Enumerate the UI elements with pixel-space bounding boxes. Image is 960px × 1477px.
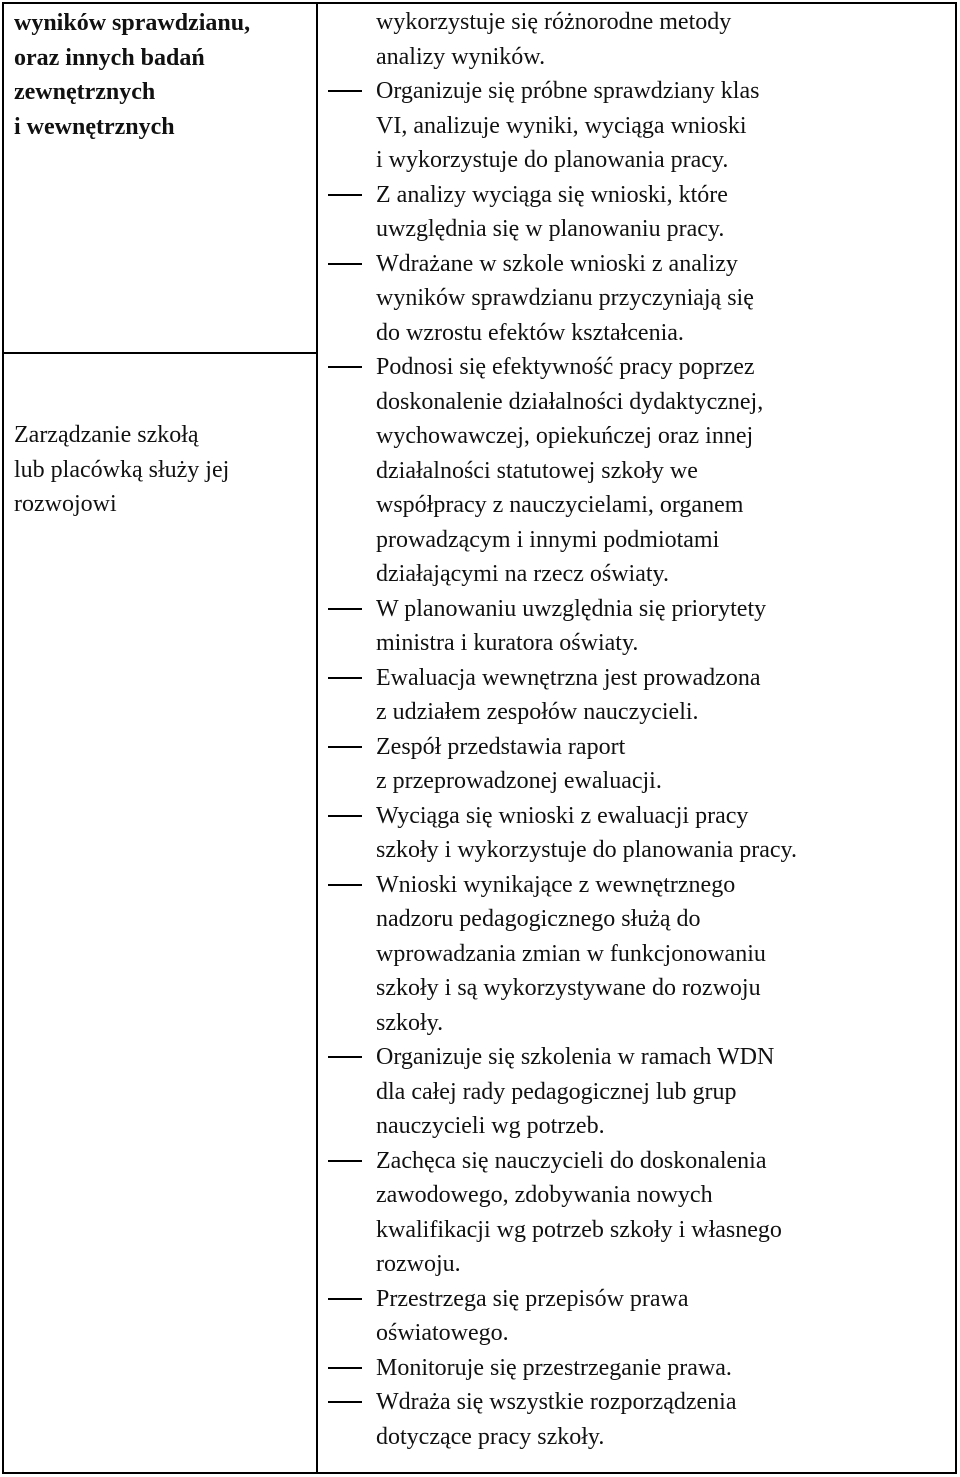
row-divider [2, 352, 318, 354]
bullet-line: wychowawczej, opiekuńczej oraz innej [376, 423, 754, 449]
left-bottom-line: Zarządzanie szkołą [14, 422, 199, 448]
bullet-line: do wzrostu efektów kształcenia. [376, 319, 684, 346]
bullet-line: dotyczące pracy szkoły. [376, 1423, 605, 1450]
bullet-item [318, 868, 948, 1041]
bullet-line: szkoły i są wykorzystywane do rozwoju [376, 975, 761, 1001]
bullet-line: Wyciąga się wnioski z ewaluacji pracy [376, 802, 749, 829]
bullet-item [318, 350, 948, 592]
bullet-line: ministra i kuratora oświaty. [376, 630, 639, 656]
bullet-line: działającymi na rzecz oświaty. [376, 561, 669, 587]
bullet-line: Z analizy wyciąga się wnioski, które [376, 181, 728, 208]
left-top-line: i wewnętrznych [14, 113, 175, 140]
bullet-line: Ewaluacja wewnętrzna jest prowadzona [376, 664, 761, 691]
bullet-line: rozwoju. [376, 1251, 461, 1277]
dash-bullet-icon [328, 884, 362, 886]
dash-bullet-icon [328, 263, 362, 265]
continuation-line: analizy wyników. [376, 43, 546, 70]
bullet-item [318, 178, 948, 247]
bullet-line: prowadzącym i innymi podmiotami [376, 526, 720, 553]
bullet-item [318, 730, 948, 799]
bullet-line: wyników sprawdzianu przyczyniają się [376, 285, 754, 311]
left-top-line: zewnętrznych [14, 79, 156, 105]
dash-bullet-icon [328, 1160, 362, 1162]
bullet-line: Przestrzega się przepisów prawa [376, 1285, 689, 1312]
bullet-line: Zachęca się nauczycieli do doskonalenia [376, 1147, 767, 1174]
bullet-item [318, 1351, 948, 1386]
bullet-line: działalności statutowej szkoły we [376, 457, 698, 484]
bullet-line: nauczycieli wg potrzeb. [376, 1113, 605, 1139]
right-cell [318, 5, 948, 1454]
dash-bullet-icon [328, 90, 362, 92]
bullet-item [318, 1282, 948, 1351]
bullet-line: Wnioski wynikające z wewnętrznego [376, 871, 736, 898]
left-top-line: wyników sprawdzianu, [14, 10, 251, 36]
left-cell-top [14, 6, 314, 144]
bullet-line: współpracy z nauczycielami, organem [376, 492, 744, 518]
bullet-item [318, 592, 948, 661]
bullet-line: nadzoru pedagogicznego służą do [376, 906, 701, 932]
bullet-line: dla całej rady pedagogicznej lub grup [376, 1078, 737, 1105]
left-cell-bottom [14, 418, 314, 522]
bullet-line: kwalifikacji wg potrzeb szkoły i własnego [376, 1216, 782, 1243]
bullet-line: Podnosi się efektywność pracy poprzez [376, 354, 755, 380]
bullet-line: W planowaniu uwzględnia się priorytety [376, 595, 767, 622]
continuation-line: wykorzystuje się różnorodne metody [376, 9, 732, 35]
bullet-item [318, 1144, 948, 1282]
dash-bullet-icon [328, 815, 362, 817]
bullet-item [318, 1040, 948, 1144]
continuation-text [318, 5, 948, 74]
bullet-line: Organizuje się szkolenia w ramach WDN [376, 1044, 775, 1070]
bullet-item [318, 74, 948, 178]
left-bottom-line: lub placówką służy jej [14, 456, 230, 483]
dash-bullet-icon [328, 1401, 362, 1403]
bullet-item [318, 247, 948, 351]
left-top-line: oraz innych badań [14, 44, 205, 71]
dash-bullet-icon [328, 1367, 362, 1369]
dash-bullet-icon [328, 366, 362, 368]
bullet-line: z przeprowadzonej ewaluacji. [376, 768, 662, 794]
bullet-line: Monitoruje się przestrzeganie prawa. [376, 1354, 732, 1381]
bullet-line: Zespół przedstawia raport [376, 733, 626, 760]
dash-bullet-icon [328, 1298, 362, 1300]
bullet-line: z udziałem zespołów nauczycieli. [376, 699, 699, 725]
bullet-line: VI, analizuje wyniki, wyciąga wnioski [376, 112, 747, 139]
bullet-line: Wdraża się wszystkie rozporządzenia [376, 1389, 737, 1415]
dash-bullet-icon [328, 194, 362, 196]
dash-bullet-icon [328, 1056, 362, 1058]
bullet-item [318, 661, 948, 730]
bullet-line: Organizuje się próbne sprawdziany klas [376, 78, 760, 104]
dash-bullet-icon [328, 677, 362, 679]
bullet-line: doskonalenie działalności dydaktycznej, [376, 388, 764, 415]
bullet-line: i wykorzystuje do planowania pracy. [376, 147, 729, 173]
bullet-line: szkoły. [376, 1009, 444, 1036]
dash-bullet-icon [328, 608, 362, 610]
bullet-line: Wdrażane w szkole wnioski z analizy [376, 250, 738, 277]
left-bottom-line: rozwojowi [14, 491, 117, 517]
bullet-item [318, 799, 948, 868]
bullet-line: szkoły i wykorzystuje do planowania pracy. [376, 837, 797, 863]
bullet-line: oświatowego. [376, 1320, 509, 1346]
bullet-line: uwzględnia się w planowaniu pracy. [376, 216, 725, 242]
bullet-line: zawodowego, zdobywania nowych [376, 1182, 713, 1208]
bullet-item [318, 1385, 948, 1454]
dash-bullet-icon [328, 746, 362, 748]
bullet-line: wprowadzania zmian w funkcjonowaniu [376, 940, 766, 967]
